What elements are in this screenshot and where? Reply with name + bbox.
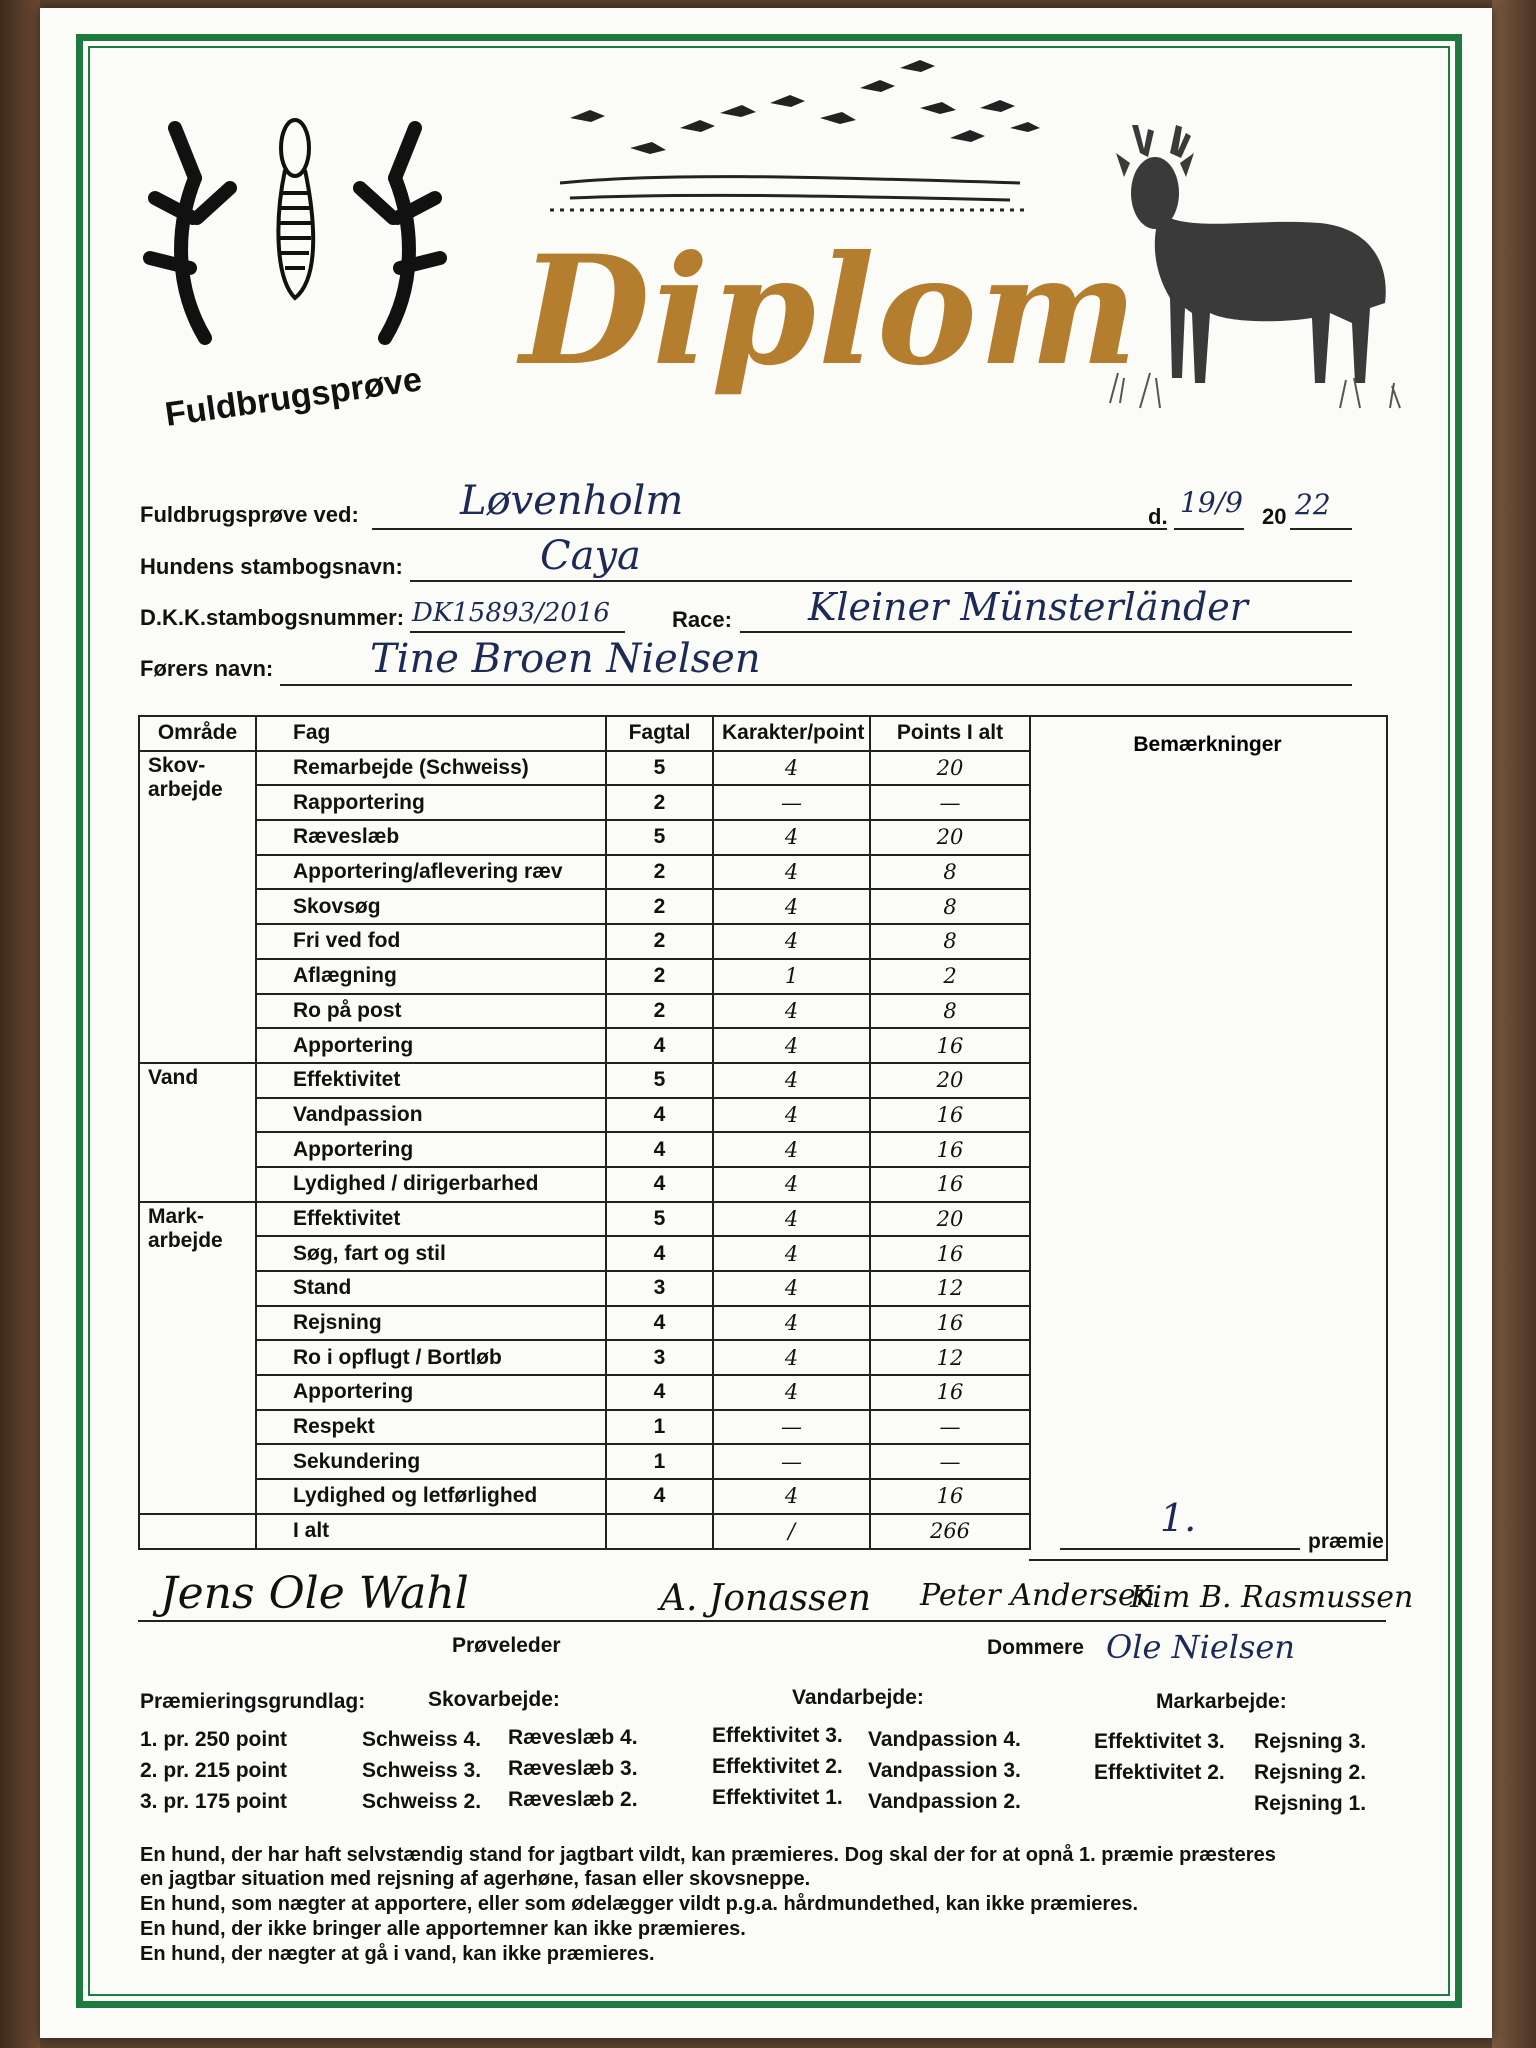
rule-line-5: En hund, der nægter at gå i vand, kan ikke præmieres.: [140, 1943, 655, 1965]
fagtal-cell: 4: [606, 1306, 713, 1341]
total-label: I alt: [256, 1514, 606, 1549]
fag-cell: Rapportering: [256, 785, 606, 820]
fagtal-cell: 2: [606, 785, 713, 820]
rule-line-2: en jagtbar situation med rejsning af agerhøne, fasan eller skovsneppe.: [140, 1868, 811, 1890]
fagtal-cell: 4: [606, 1375, 713, 1410]
points-cell: —: [870, 1410, 1030, 1445]
fagtal-cell: 5: [606, 1063, 713, 1098]
karakter-cell: 4: [713, 1132, 870, 1167]
table-row: [139, 751, 1030, 786]
fagtal-cell: 5: [606, 751, 713, 786]
table-row: [139, 959, 1030, 994]
karakter-cell: 4: [713, 1479, 870, 1514]
points-cell: 16: [870, 1132, 1030, 1167]
points-cell: 12: [870, 1271, 1030, 1306]
skov-schweiss-2: Schweiss 3.: [362, 1759, 482, 1782]
column-header: Points I alt: [870, 716, 1030, 751]
fag-cell: Søg, fart og stil: [256, 1236, 606, 1271]
karakter-cell: 4: [713, 994, 870, 1029]
points-cell: 16: [870, 1236, 1030, 1271]
grundlag-2: 2. pr. 215 point: [140, 1759, 288, 1782]
fag-cell: Skovsøg: [256, 889, 606, 924]
karakter-cell: 4: [713, 1236, 870, 1271]
fag-cell: Remarbejde (Schweiss): [256, 751, 606, 786]
wood-background-left: [0, 0, 40, 2048]
grundlag-1: 1. pr. 250 point: [140, 1728, 288, 1751]
fag-cell: Respekt: [256, 1410, 606, 1445]
karakter-cell: 4: [713, 855, 870, 890]
prize-label: præmie: [1308, 1530, 1384, 1553]
karakter-cell: 4: [713, 889, 870, 924]
total-karakter: /: [713, 1514, 870, 1549]
points-cell: 8: [870, 994, 1030, 1029]
total-row: [139, 1514, 1030, 1549]
fagtal-cell: 5: [606, 820, 713, 855]
points-cell: 20: [870, 1202, 1030, 1237]
table-row: [139, 1340, 1030, 1375]
date-value: 19/9: [1180, 486, 1243, 519]
fag-cell: Lydighed / dirigerbarhed: [256, 1167, 606, 1202]
mark-rejsning-1: Rejsning 3.: [1254, 1730, 1367, 1753]
prize-line: [1060, 1548, 1300, 1550]
score-table-body: [139, 751, 1030, 1514]
handler-line: [280, 684, 1352, 686]
fagtal-cell: 4: [606, 1236, 713, 1271]
fagtal-cell: 4: [606, 1028, 713, 1063]
table-row: [139, 1098, 1030, 1133]
fag-cell: Vandpassion: [256, 1098, 606, 1133]
karakter-cell: —: [713, 785, 870, 820]
fagtal-cell: 4: [606, 1479, 713, 1514]
points-cell: 8: [870, 889, 1030, 924]
fag-cell: Ro på post: [256, 994, 606, 1029]
fag-cell: Rejsning: [256, 1306, 606, 1341]
karakter-cell: 4: [713, 1028, 870, 1063]
fag-cell: Apportering: [256, 1375, 606, 1410]
race-label: Race:: [672, 607, 732, 632]
fag-cell: Effektivitet: [256, 1063, 606, 1098]
karakter-cell: 4: [713, 1167, 870, 1202]
race-line: [740, 631, 1352, 633]
vand-passion-1: Vandpassion 4.: [868, 1728, 1021, 1751]
table-row: [139, 1271, 1030, 1306]
year-line: [1290, 528, 1352, 530]
total-fagtal-cell: [606, 1514, 713, 1549]
column-header: Fag: [256, 716, 606, 751]
karakter-cell: 4: [713, 751, 870, 786]
roe-deer-illustration: [1100, 123, 1420, 423]
diploma-paper: [40, 8, 1492, 2038]
vand-eff-1: Effektivitet 3.: [712, 1724, 843, 1747]
mark-rejsning-2: Rejsning 2.: [1254, 1761, 1367, 1784]
remarks-box: [1029, 715, 1388, 1561]
karakter-cell: 4: [713, 1375, 870, 1410]
points-cell: 16: [870, 1167, 1030, 1202]
table-row: [139, 924, 1030, 959]
fag-cell: Aflægning: [256, 959, 606, 994]
grundlag-3: 3. pr. 175 point: [140, 1790, 288, 1813]
area-label: Mark- arbejde: [139, 1202, 256, 1514]
date-label: d.: [1148, 504, 1168, 529]
points-cell: 12: [870, 1340, 1030, 1375]
venue-label: Fuldbrugsprøve ved:: [140, 502, 359, 527]
total-points: 266: [870, 1514, 1030, 1549]
fagtal-cell: 5: [606, 1202, 713, 1237]
score-table: [138, 715, 1031, 1550]
points-cell: 8: [870, 924, 1030, 959]
judge-signature-1: A. Jonassen: [660, 1578, 872, 1619]
skov-raeveslaeb-3: Ræveslæb 2.: [508, 1788, 638, 1811]
fag-cell: Apportering: [256, 1132, 606, 1167]
table-row: [139, 1306, 1030, 1341]
table-row: [139, 994, 1030, 1029]
table-row: [139, 785, 1030, 820]
points-cell: —: [870, 785, 1030, 820]
fagtal-cell: 2: [606, 994, 713, 1029]
total-area-cell: [139, 1514, 256, 1549]
table-row: [139, 1236, 1030, 1271]
fagtal-cell: 4: [606, 1167, 713, 1202]
table-header-row: [139, 716, 1030, 751]
karakter-cell: 4: [713, 1202, 870, 1237]
points-cell: 16: [870, 1098, 1030, 1133]
table-row: [139, 855, 1030, 890]
table-row: [139, 1410, 1030, 1445]
points-cell: 20: [870, 751, 1030, 786]
fagtal-cell: 3: [606, 1271, 713, 1306]
flying-ducks-illustration: [540, 48, 1040, 228]
fagtal-cell: 3: [606, 1340, 713, 1375]
fag-cell: Apportering: [256, 1028, 606, 1063]
points-cell: 20: [870, 1063, 1030, 1098]
diploma-title: Diplom: [520, 223, 1140, 399]
judge-signature-2: Peter Andersen: [920, 1578, 1156, 1613]
grundlag-label: Præmieringsgrundlag:: [140, 1690, 366, 1713]
karakter-cell: —: [713, 1410, 870, 1445]
dog-name-value: Caya: [540, 533, 641, 579]
dog-name-line: [410, 580, 1352, 582]
wood-background-right: [1492, 0, 1536, 2048]
karakter-cell: 4: [713, 1306, 870, 1341]
fagtal-cell: 2: [606, 959, 713, 994]
karakter-cell: 4: [713, 1098, 870, 1133]
points-cell: 8: [870, 855, 1030, 890]
karakter-cell: 4: [713, 1340, 870, 1375]
venue-line: [372, 528, 1167, 530]
venue-value: Løvenholm: [460, 478, 684, 524]
fag-cell: Lydighed og letførlighed: [256, 1479, 606, 1514]
handler-value: Tine Broen Nielsen: [370, 636, 761, 682]
table-row: [139, 820, 1030, 855]
fagtal-cell: 4: [606, 1098, 713, 1133]
area-label: Skov- arbejde: [139, 751, 256, 1063]
mark-eff-2: Effektivitet 2.: [1094, 1761, 1225, 1784]
karakter-cell: —: [713, 1444, 870, 1479]
logo-text: Fuldbrugsprøve: [162, 360, 425, 434]
table-row: [139, 889, 1030, 924]
handler-label: Førers navn:: [140, 656, 274, 681]
vand-eff-3: Effektivitet 1.: [712, 1786, 843, 1809]
points-cell: 16: [870, 1375, 1030, 1410]
table-row: [139, 1444, 1030, 1479]
proveleder-label: Prøveleder: [452, 1634, 561, 1657]
fag-cell: Ræveslæb: [256, 820, 606, 855]
skov-schweiss-3: Schweiss 2.: [362, 1790, 482, 1813]
fag-cell: Sekundering: [256, 1444, 606, 1479]
table-row: [139, 1028, 1030, 1063]
points-cell: —: [870, 1444, 1030, 1479]
fagtal-cell: 2: [606, 924, 713, 959]
fagtal-cell: 4: [606, 1132, 713, 1167]
dkk-value: DK15893/2016: [412, 598, 610, 628]
fag-cell: Apportering/aflevering ræv: [256, 855, 606, 890]
dkk-label: D.K.K.stambogsnummer:: [140, 605, 405, 630]
points-cell: 2: [870, 959, 1030, 994]
vand-eff-2: Effektivitet 2.: [712, 1755, 843, 1778]
vand-label: Vandarbejde:: [792, 1686, 924, 1709]
mark-eff-1: Effektivitet 3.: [1094, 1730, 1225, 1753]
year-prefix: 20: [1262, 504, 1287, 529]
karakter-cell: 1: [713, 959, 870, 994]
fagtal-cell: 2: [606, 855, 713, 890]
table-row: [139, 1132, 1030, 1167]
column-header: Fagtal: [606, 716, 713, 751]
fagtal-cell: 1: [606, 1444, 713, 1479]
signature-line: [138, 1620, 1386, 1622]
judge-signature-4: Ole Nielsen: [1106, 1628, 1295, 1666]
vand-passion-3: Vandpassion 2.: [868, 1790, 1021, 1813]
column-header: Karakter/point: [713, 716, 870, 751]
skov-label: Skovarbejde:: [428, 1688, 560, 1711]
table-row: [139, 1167, 1030, 1202]
dog-name-label: Hundens stambogsnavn:: [140, 554, 403, 579]
prize-value: 1.: [1160, 1496, 1197, 1540]
proveleder-signature: Jens Ole Wahl: [160, 1568, 469, 1619]
year-value: 22: [1295, 488, 1331, 521]
rule-line-4: En hund, der ikke bringer alle apportemner kan ikke præmieres.: [140, 1918, 746, 1940]
fag-cell: Effektivitet: [256, 1202, 606, 1237]
fagtal-cell: 1: [606, 1410, 713, 1445]
rule-line-1: En hund, der har haft selvstændig stand for jagtbart vildt, kan præmieres. Dog skal der for at opnå 1. præmie præsteres: [140, 1844, 1276, 1866]
mark-rejsning-3: Rejsning 1.: [1254, 1792, 1367, 1815]
karakter-cell: 4: [713, 1063, 870, 1098]
skov-raeveslaeb-2: Ræveslæb 3.: [508, 1757, 638, 1780]
table-row: [139, 1375, 1030, 1410]
mark-label: Markarbejde:: [1156, 1690, 1287, 1713]
rule-line-3: En hund, som nægter at apportere, eller som ødelægger vildt p.g.a. hårdmundethed, kan ikke præmieres.: [140, 1893, 1138, 1915]
table-row: [139, 1479, 1030, 1514]
dkk-line: [410, 631, 625, 633]
skov-raeveslaeb-1: Ræveslæb 4.: [508, 1726, 638, 1749]
points-cell: 16: [870, 1028, 1030, 1063]
date-line: [1174, 528, 1244, 530]
area-label: Vand: [139, 1063, 256, 1202]
karakter-cell: 4: [713, 820, 870, 855]
judge-signature-3: Kim B. Rasmussen: [1130, 1580, 1414, 1615]
table-row: [139, 1063, 1030, 1098]
points-cell: 16: [870, 1306, 1030, 1341]
fag-cell: Stand: [256, 1271, 606, 1306]
fagtal-cell: 2: [606, 889, 713, 924]
column-header: Område: [139, 716, 256, 751]
race-value: Kleiner Münsterländer: [808, 585, 1248, 629]
table-row: [139, 1202, 1030, 1237]
dommere-label: Dommere: [987, 1636, 1084, 1659]
fag-cell: Ro i opflugt / Bortløb: [256, 1340, 606, 1375]
points-cell: 16: [870, 1479, 1030, 1514]
karakter-cell: 4: [713, 1271, 870, 1306]
points-cell: 20: [870, 820, 1030, 855]
karakter-cell: 4: [713, 924, 870, 959]
remarks-header: Bemærkninger: [1133, 733, 1282, 756]
fag-cell: Fri ved fod: [256, 924, 606, 959]
antler-rope-logo: [135, 108, 455, 438]
vand-passion-2: Vandpassion 3.: [868, 1759, 1021, 1782]
skov-schweiss-1: Schweiss 4.: [362, 1728, 482, 1751]
